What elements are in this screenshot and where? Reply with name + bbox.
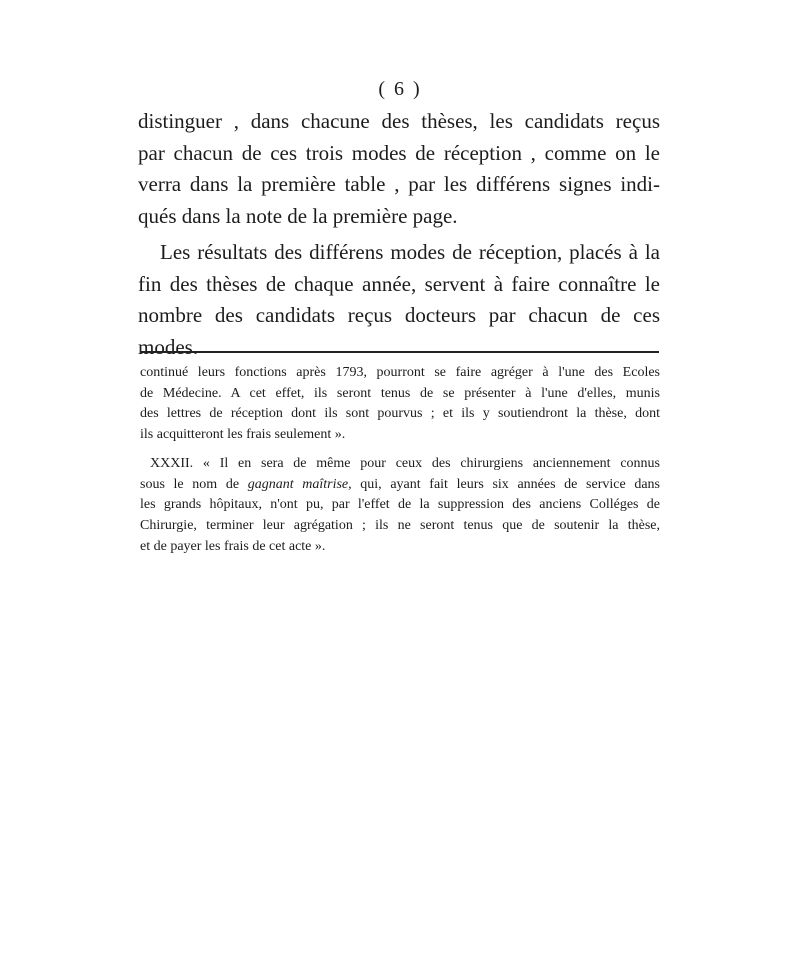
footnote-line: ils acquitteront les frais seulement ». <box>140 427 346 443</box>
footnote-paragraph <box>140 454 660 558</box>
footnote-line <box>140 475 660 496</box>
text-line: Les résultats des différens modes de réception, placés à la <box>160 240 660 264</box>
footnote-text: , qui, ayant fait leurs six années de service dans <box>348 476 660 492</box>
text-line: distinguer , dans chacune des thèses, les candidats reçus <box>138 109 660 133</box>
text-line: qués dans la note de la première page. <box>138 203 458 228</box>
footnote-divider <box>140 351 659 353</box>
page-number: ( 6 ) <box>378 78 422 100</box>
footnote-paragraph <box>140 363 660 446</box>
text-line: fin des thèses de chaque année, servent à faire connaître le <box>138 271 660 296</box>
footnote-line: des lettres de réception dont ils sont pourvus ; et ils y soutiendront la thèse, dont <box>140 406 660 422</box>
text-line: verra dans la première table , par les différens signes indi- <box>138 172 660 196</box>
italic-term: gagnant maîtrise <box>247 476 349 492</box>
main-paragraph <box>138 106 660 232</box>
footnote-line: les grands hôpitaux, n'ont pu, par l'effet de la suppression des anciens Colléges de <box>140 497 660 513</box>
footnote-line: de Médecine. A cet effet, ils seront tenus de se présenter à l'une d'elles, munis <box>140 385 660 401</box>
footnote-text: sous le nom de <box>140 476 248 492</box>
main-paragraph <box>138 237 660 363</box>
footnote-line: et de payer les frais de cet acte ». <box>140 538 326 554</box>
footnote-line: Chirurgie, terminer leur agrégation ; ils ne seront tenus que de soutenir la thèse, <box>140 517 660 533</box>
footnote-line: continué leurs fonctions après 1793, pourront se faire agréger à l'une des Ecoles <box>140 365 660 380</box>
footnote-section <box>140 363 660 557</box>
text-line: par chacun de ces trois modes de réception , comme on le <box>138 140 660 165</box>
text-line: modes. <box>138 334 199 359</box>
footnote-line: XXXII. « Il en sera de même pour ceux des chirurgiens anciennement connus <box>150 455 660 471</box>
main-text <box>138 106 660 363</box>
paragraph-gap <box>140 446 660 454</box>
text-line: nombre des candidats reçus docteurs par chacun de ces <box>138 303 660 327</box>
